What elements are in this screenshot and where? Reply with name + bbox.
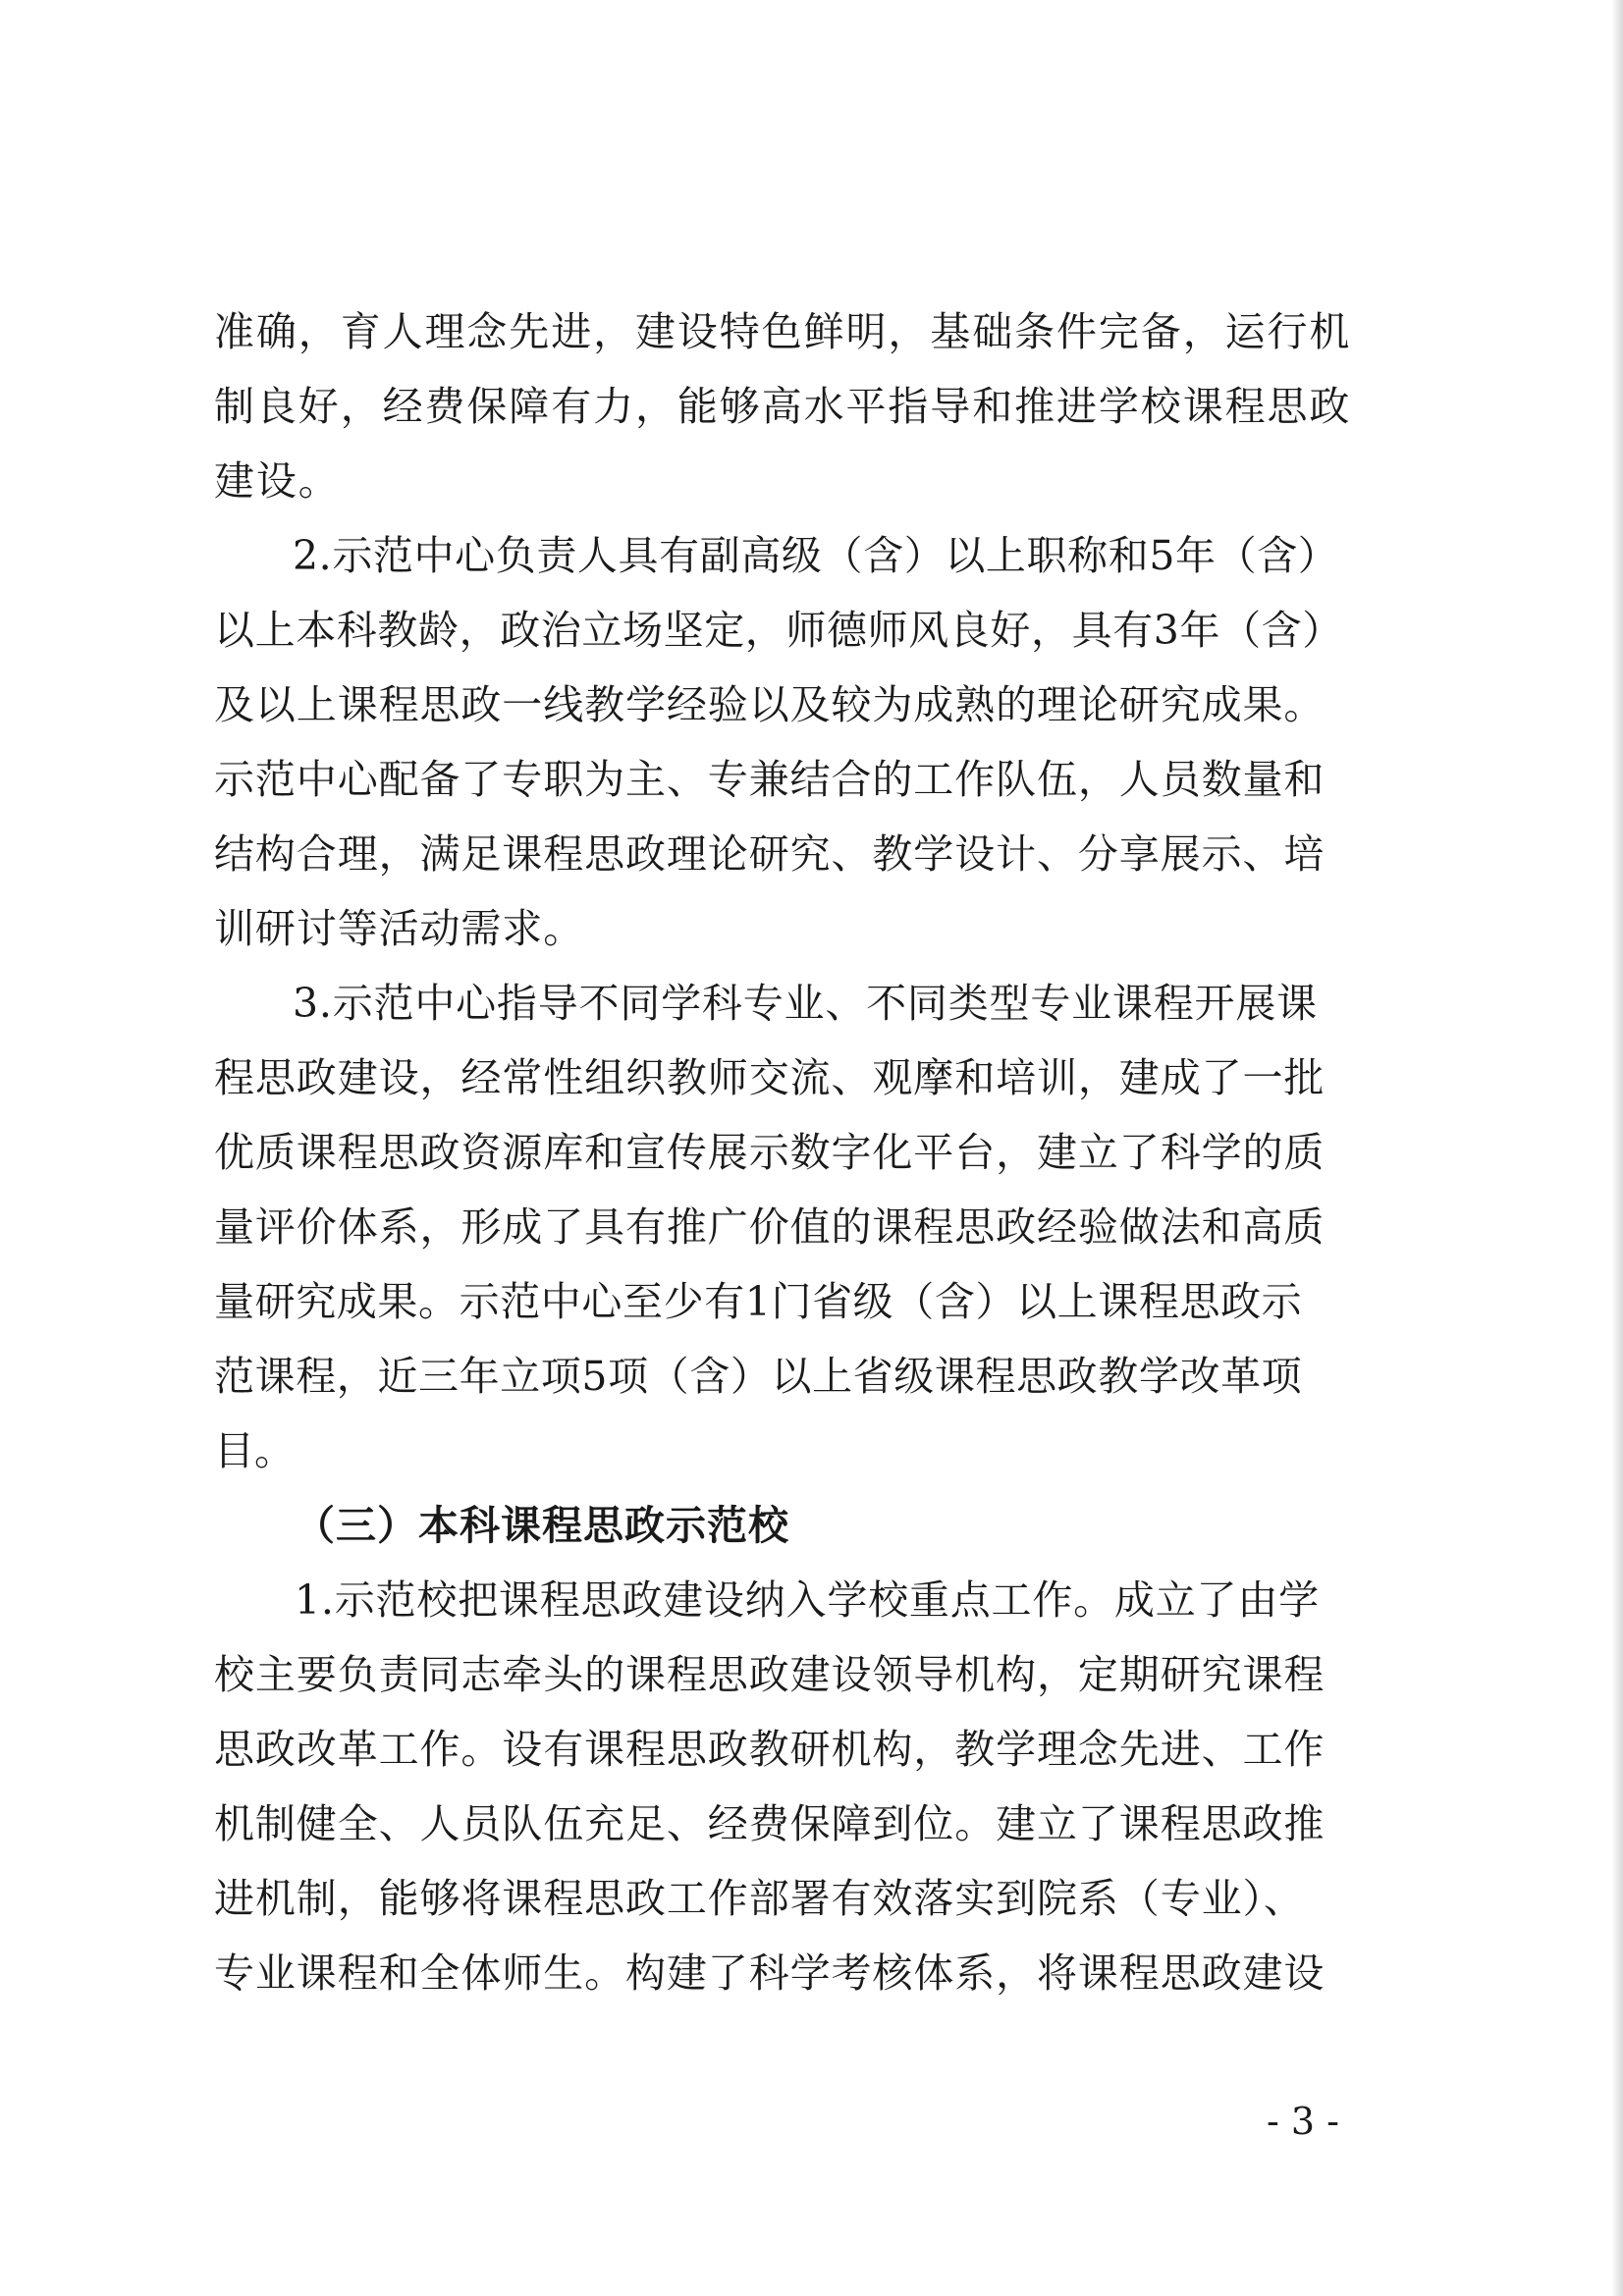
text-line: 训研讨等活动需求。 xyxy=(214,905,585,952)
text-line: 范课程，近三年立项5项（含）以上省级课程思政教学改革项 xyxy=(214,1353,1303,1400)
text-line: 及以上课程思政一线教学经验以及较为成熟的理论研究成果。 xyxy=(214,681,1325,728)
paragraph-start-line: 2.示范中心负责人具有副高级（含）以上职称和5年（含） xyxy=(293,532,1339,579)
text-line: 结构合理，满足课程思政理论研究、教学设计、分享展示、培 xyxy=(214,830,1325,878)
text-line: 以上本科教龄，政治立场坚定，师德师风良好，具有3年（含） xyxy=(214,607,1343,654)
section-heading: （三）本科课程思政示范校 xyxy=(295,1502,789,1549)
paragraph-start-line: 1.示范校把课程思政建设纳入学校重点工作。成立了由学 xyxy=(295,1576,1320,1624)
paragraph-start-line: 3.示范中心指导不同学科专业、不同类型专业课程开展课 xyxy=(293,980,1318,1027)
text-line: 量研究成果。示范中心至少有1门省级（含）以上课程思政示 xyxy=(214,1278,1303,1325)
text-line: 优质课程思政资源库和宣传展示数字化平台，建立了科学的质 xyxy=(214,1129,1325,1176)
scan-edge-shadow xyxy=(1611,0,1623,2296)
text-line: 程思政建设，经常性组织教师交流、观摩和培训，建成了一批 xyxy=(214,1054,1325,1101)
text-line: 机制健全、人员队伍充足、经费保障到位。建立了课程思政推 xyxy=(214,1800,1325,1847)
text-line: 思政改革工作。设有课程思政教研机构，教学理念先进、工作 xyxy=(214,1726,1325,1773)
document-body xyxy=(214,294,1404,2010)
text-line: 建设。 xyxy=(214,457,341,505)
text-line: 专业课程和全体师生。构建了科学考核体系，将课程思政建设 xyxy=(214,1949,1325,1997)
text-line: 制良好，经费保障有力，能够高水平指导和推进学校课程思政 xyxy=(214,383,1352,430)
text-line: 准确，育人理念先进，建设特色鲜明，基础条件完备，运行机 xyxy=(214,308,1352,355)
text-line: 量评价体系，形成了具有推广价值的课程思政经验做法和高质 xyxy=(214,1203,1325,1251)
text-line: 示范中心配备了专职为主、专兼结合的工作队伍，人员数量和 xyxy=(214,756,1325,803)
text-line: 校主要负责同志牵头的课程思政建设领导机构，定期研究课程 xyxy=(214,1651,1325,1698)
text-line: 进机制，能够将课程思政工作部署有效落实到院系（专业）、 xyxy=(214,1875,1305,1922)
text-line: 目。 xyxy=(214,1427,295,1474)
page-number: - 3 - xyxy=(1267,2100,1340,2143)
